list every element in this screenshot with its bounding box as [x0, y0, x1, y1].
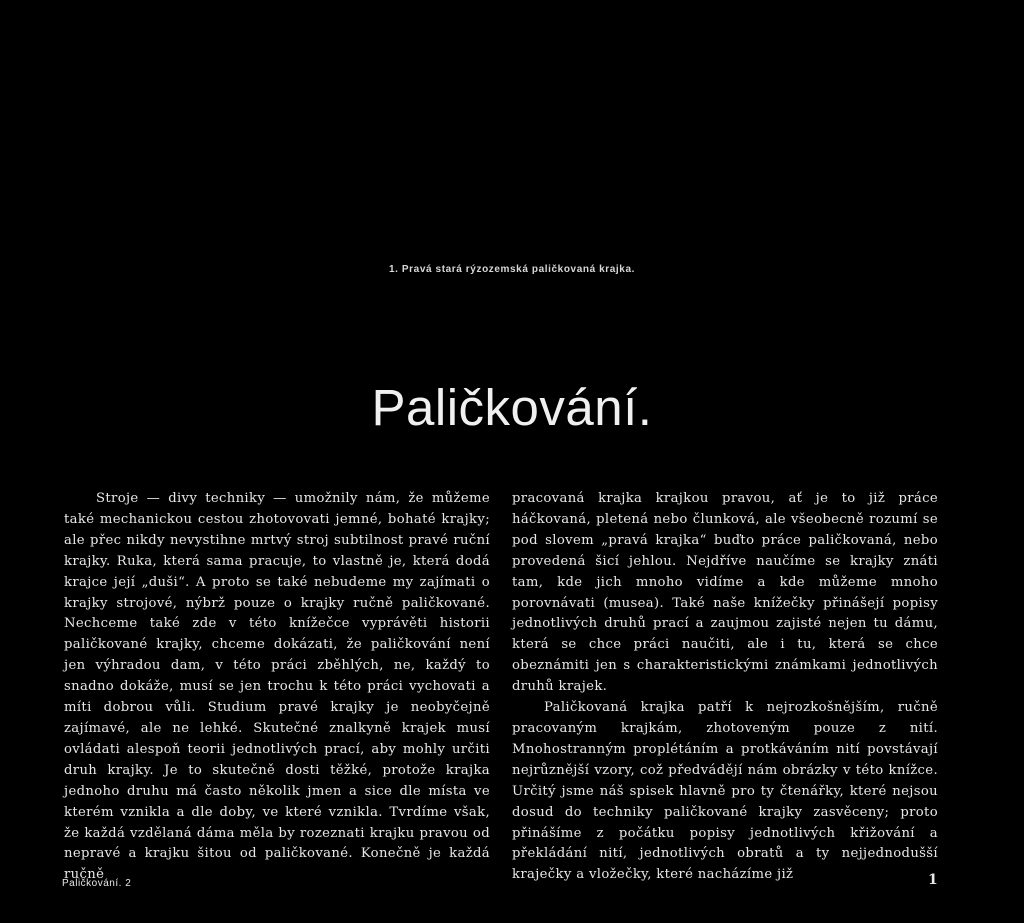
signature-mark: Paličkování. 2 — [62, 878, 132, 889]
figure-caption: 1. Pravá stará rýzozemská paličkovaná krajka. — [388, 264, 636, 275]
page-title: Paličkování. — [371, 379, 653, 436]
right-paragraph-2: Paličkovaná krajka patří k nejrozkošnějším, ručně pracovaným krajkám, zhotoveným pouze z nití. Mnohostranným proplétáním a protkáváním nití povstávají nejrůznější vzory, což předvádějí nám obrázky v této knížce. Určitý jsme náš spisek hlavně pro ty čtenářky, které nejsou dosud do techniky paličkované krajky zasvěceny; proto přinášíme z počátku popisy jednotlivých křižování a překládání nití, jednotlivých obratů a ty nejjednodušší kraječky a vložečky, které nacházíme již — [512, 700, 938, 883]
left-paragraph: Stroje — divy techniky — umožnily nám, že můžeme také mechanickou cestou zhotovovati jemné, bohaté krajky; ale přec nikdy nevystihne mrtvý stroj subtilnost pravé ruční krajky. Ruka, která sama pracuje, to vlastně je, která dodá krajce její „duši“. A proto se také nebudeme my zajímati o krajky strojové, nýbrž pouze o krajky ručně paličkované. Nechceme také zde v této knížečce vyprávěti historii paličkované krajky, chceme dokázati, že paličkování není jen výhradou dam, v této práci zběhlých, ne, každý to snadno dokáže, musí se jen trochu k této práci vychovati a míti dobrou vůli. Studium pravé krajky je neobyčejně zajímavé, ale ne lehké. Skutečné znalkyně krajek musí ovládati alespoň teorii jednotlivých prací, aby mohly určiti druh krajky. Je to skutečně dosti těžké, protože krajka jednoho druhu má často několik jmen a sice dle místa ve kterém vznikla a dle doby, ve které vznikla. Tvrdíme však, že každá vzdělaná dáma měla by rozeznati krajku pravou od nepravé a krajku šitou od paličkované. Konečně je každá ručně — [64, 491, 490, 883]
right-paragraph-continued: pracovaná krajka krajkou pravou, ať je to již práce háčkovaná, pletená nebo člunková, ale všeobecně rozumí se pod slovem „pravá krajka“ buďto práce paličkovaná, nebo provedená šicí jehlou. Nejdříve naučíme se krajky znáti tam, kde jich mnoho vidíme a kde můžeme mnoho porovnávati (musea). Také naše knížečky přinášejí popisy jednotlivých druhů prací a zaujmou zajisté nejen tu dámu, která se chce práci naučiti, ale i tu, která se chce obeznámiti jen s charakteristickými známkami jednotlivých druhů krajek. — [512, 491, 938, 695]
right-column — [512, 489, 938, 886]
left-column — [64, 489, 490, 886]
page-number: 1 — [928, 872, 938, 888]
